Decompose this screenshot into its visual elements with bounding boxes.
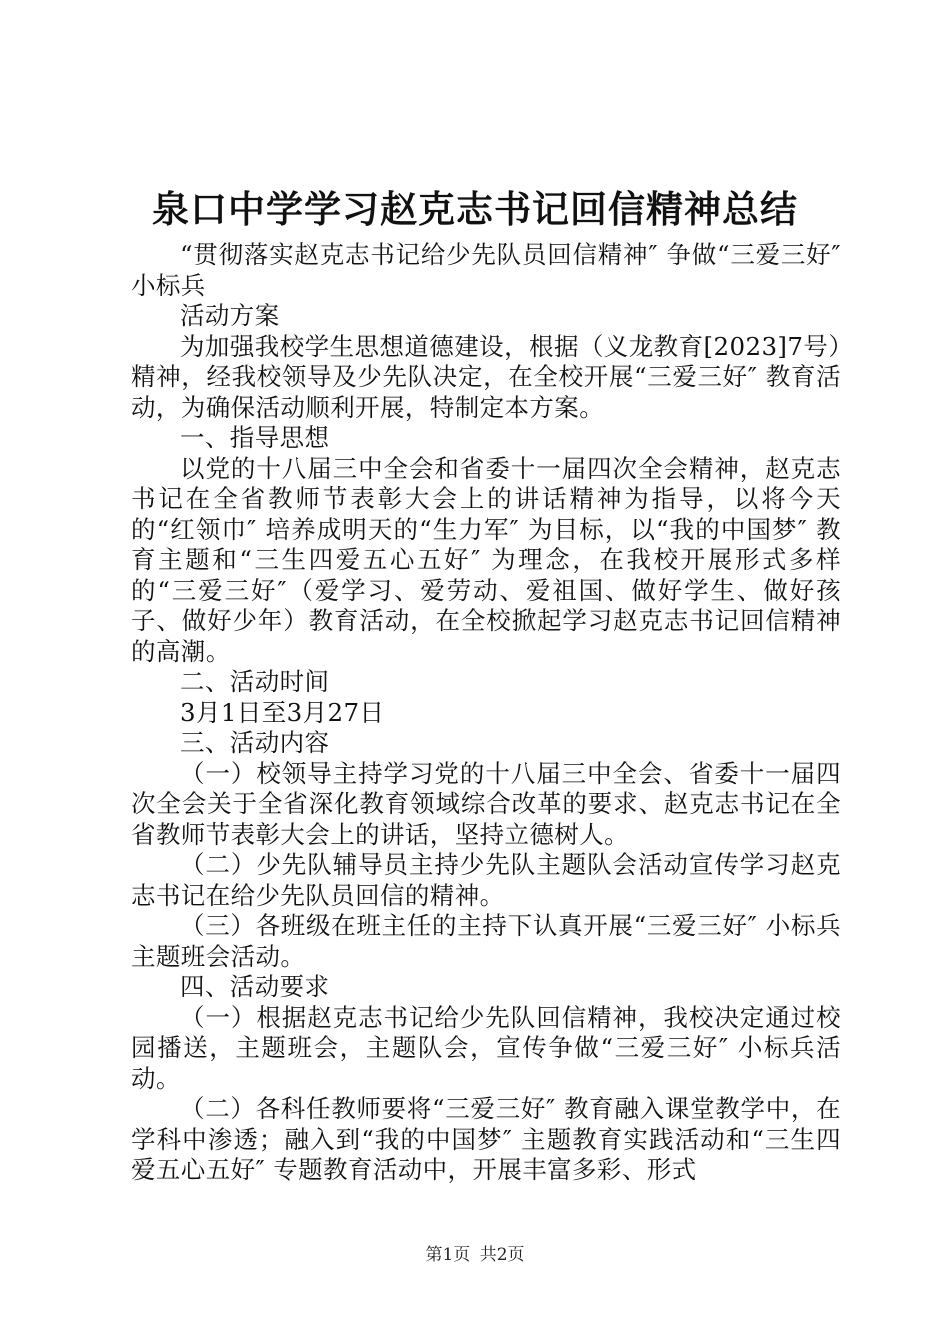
paragraph-requirement-item-2: （二）各科任教师要将“三爱三好″ 教育融入课堂教学中，在学科中渗透；融入到“我的中国梦″ 主题教育实践活动和“三生四爱五心五好″ 专题教育活动中，开展丰富多彩、形式: [131, 1094, 841, 1184]
paragraph-content-item-3: （三）各班级在班主任的主持下认真开展“三爱三好″ 小标兵主题班会活动。: [131, 911, 841, 971]
paragraph-content-item-2: （二）少先队辅导员主持少先队主题队会活动宣传学习赵克志书记在给少先队员回信的精神。: [131, 850, 841, 910]
document-body: [131, 240, 841, 1186]
page-number-current: 第1页: [425, 1245, 471, 1265]
paragraph-plan-label: 活动方案: [180, 301, 280, 330]
document-title: 泉口中学学习赵克志书记回信精神总结: [152, 187, 798, 231]
paragraph-content-item-1: （一）校领导主持学习党的十八届三中全会、省委十一届四次全会关于全省深化教育领域综合改革的要求、赵克志书记在全省教师节表彰大会上的讲话，坚持立德树人。: [131, 758, 841, 849]
page-number-total: 共2页: [479, 1245, 525, 1265]
page-footer: [0, 1243, 950, 1267]
section-heading-activity-requirements: 四、活动要求: [180, 972, 330, 1001]
section-heading-activity-time: 二、活动时间: [180, 667, 330, 696]
paragraph-guiding-thought: 以党的十八届三中全会和省委十一届四次全会精神，赵克志书记在全省教师节表彰大会上的讲话精神为指导，以将今天的“红领巾″ 培养成明天的“生力军″ 为目标，以“我的中国梦″ 教育主题和“三生四爱五心五好″ 为理念，在我校开展形式多样的“三爱三好″（爱学习、爱劳动、爱祖国、做好学生、做好孩子、做好少年）教育活动，在全校掀起学习赵克志书记回信精神的高潮。: [131, 453, 841, 666]
paragraph-intro: 为加强我校学生思想道德建设，根据（义龙教育[2023]7号）精神，经我校领导及少先队决定，在全校开展“三爱三好″ 教育活动，为确保活动顺利开展，特制定本方案。: [131, 331, 841, 422]
paragraph-requirement-item-1: （一）根据赵克志书记给少先队回信精神，我校决定通过校园播送，主题班会，主题队会，宣传争做“三爱三好″ 小标兵活动。: [131, 1002, 841, 1093]
section-heading-guiding-thought: 一、指导思想: [180, 423, 330, 452]
section-heading-activity-content: 三、活动内容: [180, 728, 330, 757]
paragraph-subtitle: “贯彻落实赵克志书记给少先队员回信精神″ 争做“三爱三好″ 小标兵: [131, 240, 841, 300]
paragraph-activity-time: 3月1日至3月27日: [180, 697, 385, 727]
